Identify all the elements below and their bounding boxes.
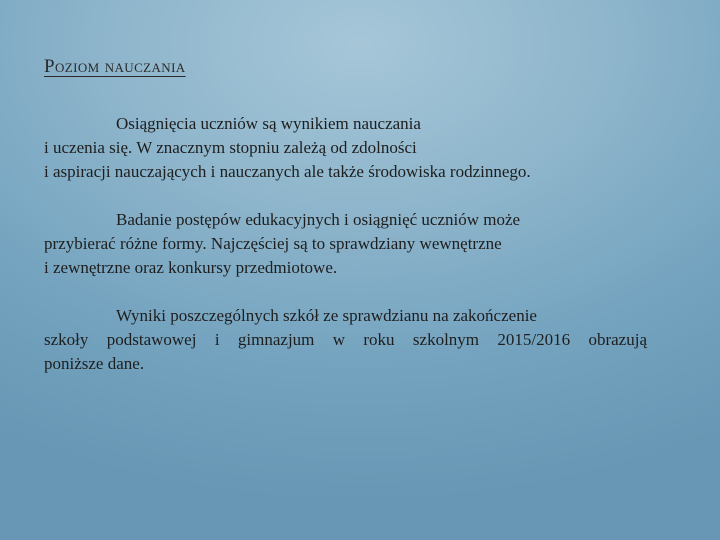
paragraph-line: i aspiracji nauczających i nauczanych ale także środowiska rodzinnego. [44, 162, 531, 181]
paragraph-line: szkoły podstawowej i gimnazjum w roku szkolnym 2015/2016 obrazują [44, 330, 647, 349]
paragraph-line: i uczenia się. W znacznym stopniu zależą od zdolności [44, 138, 417, 157]
paragraph-line: Badanie postępów edukacyjnych i osiągnięć uczniów może [116, 210, 521, 229]
slide-body [44, 112, 654, 400]
paragraph-assessment [44, 208, 654, 280]
paragraph-line: Wyniki poszczególnych szkół ze sprawdzianu na zakończenie [116, 306, 537, 325]
paragraph-line: Osiągnięcia uczniów są wynikiem nauczania [116, 114, 421, 133]
paragraph-line: i zewnętrzne oraz konkursy przedmiotowe. [44, 258, 338, 277]
paragraph-achievements [44, 112, 654, 184]
paragraph-line: poniższe dane. [44, 354, 145, 373]
paragraph-results [44, 304, 654, 376]
slide-title: Poziom nauczania [44, 56, 186, 77]
paragraph-line: przybierać różne formy. Najczęściej są to sprawdziany wewnętrzne [44, 234, 502, 253]
